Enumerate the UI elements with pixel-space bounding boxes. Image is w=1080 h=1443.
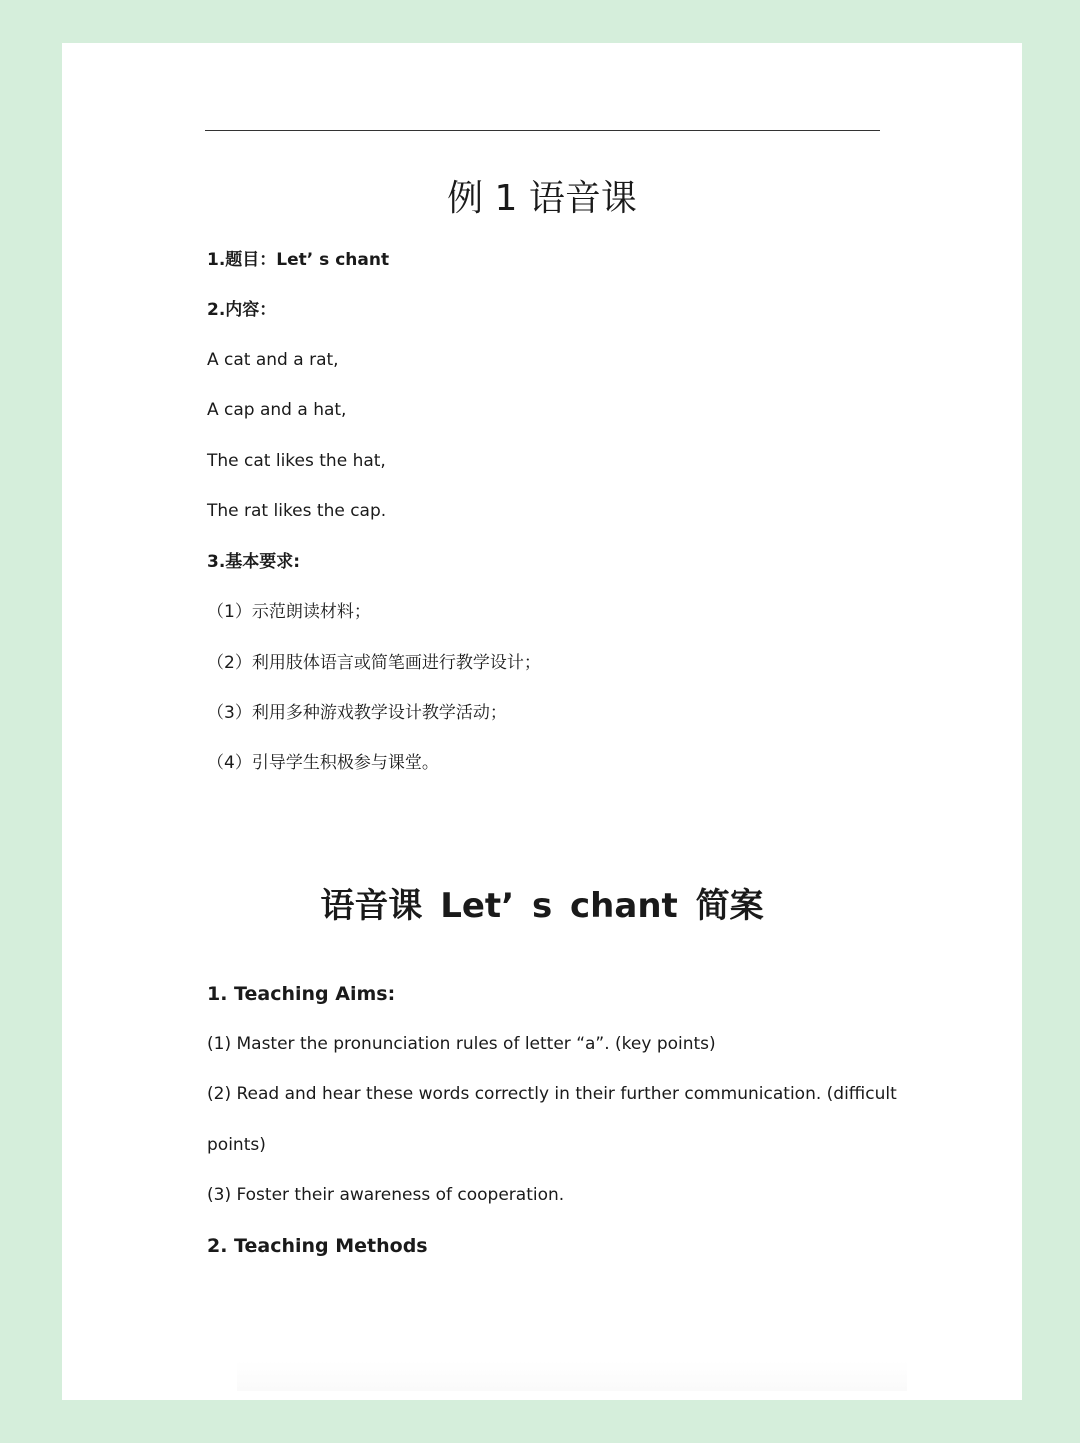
chant-line: A cap and a hat, (207, 400, 347, 420)
aim-item: (3) Foster their awareness of cooperation. (207, 1185, 565, 1205)
document-page (62, 43, 1022, 1400)
aim-item: (2) Read and hear these words correctly in their further communication. (difficult (207, 1084, 897, 1104)
teaching-aims-heading: 1. Teaching Aims: (207, 983, 396, 1005)
aim-item: (1) Master the pronunciation rules of letter “a”. (key points) (207, 1034, 716, 1054)
requirements-heading: 3.基本要求: (207, 552, 301, 572)
chant-line: The cat likes the hat, (207, 451, 386, 471)
header-rule (205, 130, 880, 131)
requirement-item: （3）利用多种游戏教学设计教学活动； (207, 703, 507, 723)
lesson-plan-title: 语音课 Let’ s chant 简案 (320, 886, 764, 926)
teaching-methods-heading: 2. Teaching Methods (207, 1235, 428, 1257)
page-bottom-fade (237, 1361, 907, 1391)
aim-item-continuation: points) (207, 1135, 266, 1155)
document-title: 例 1 语音课 (447, 178, 637, 219)
content-heading: 2.内容： (207, 300, 277, 320)
requirement-item: （1）示范朗读材料； (207, 602, 371, 622)
chant-line: A cat and a rat, (207, 350, 339, 370)
chant-line: The rat likes the cap. (207, 501, 387, 521)
topic-line: 1.题目：Let’ s chant (207, 250, 390, 270)
requirement-item: （2）利用肢体语言或简笔画进行教学设计； (207, 653, 541, 673)
requirement-item: （4）引导学生积极参与课堂。 (207, 753, 439, 773)
